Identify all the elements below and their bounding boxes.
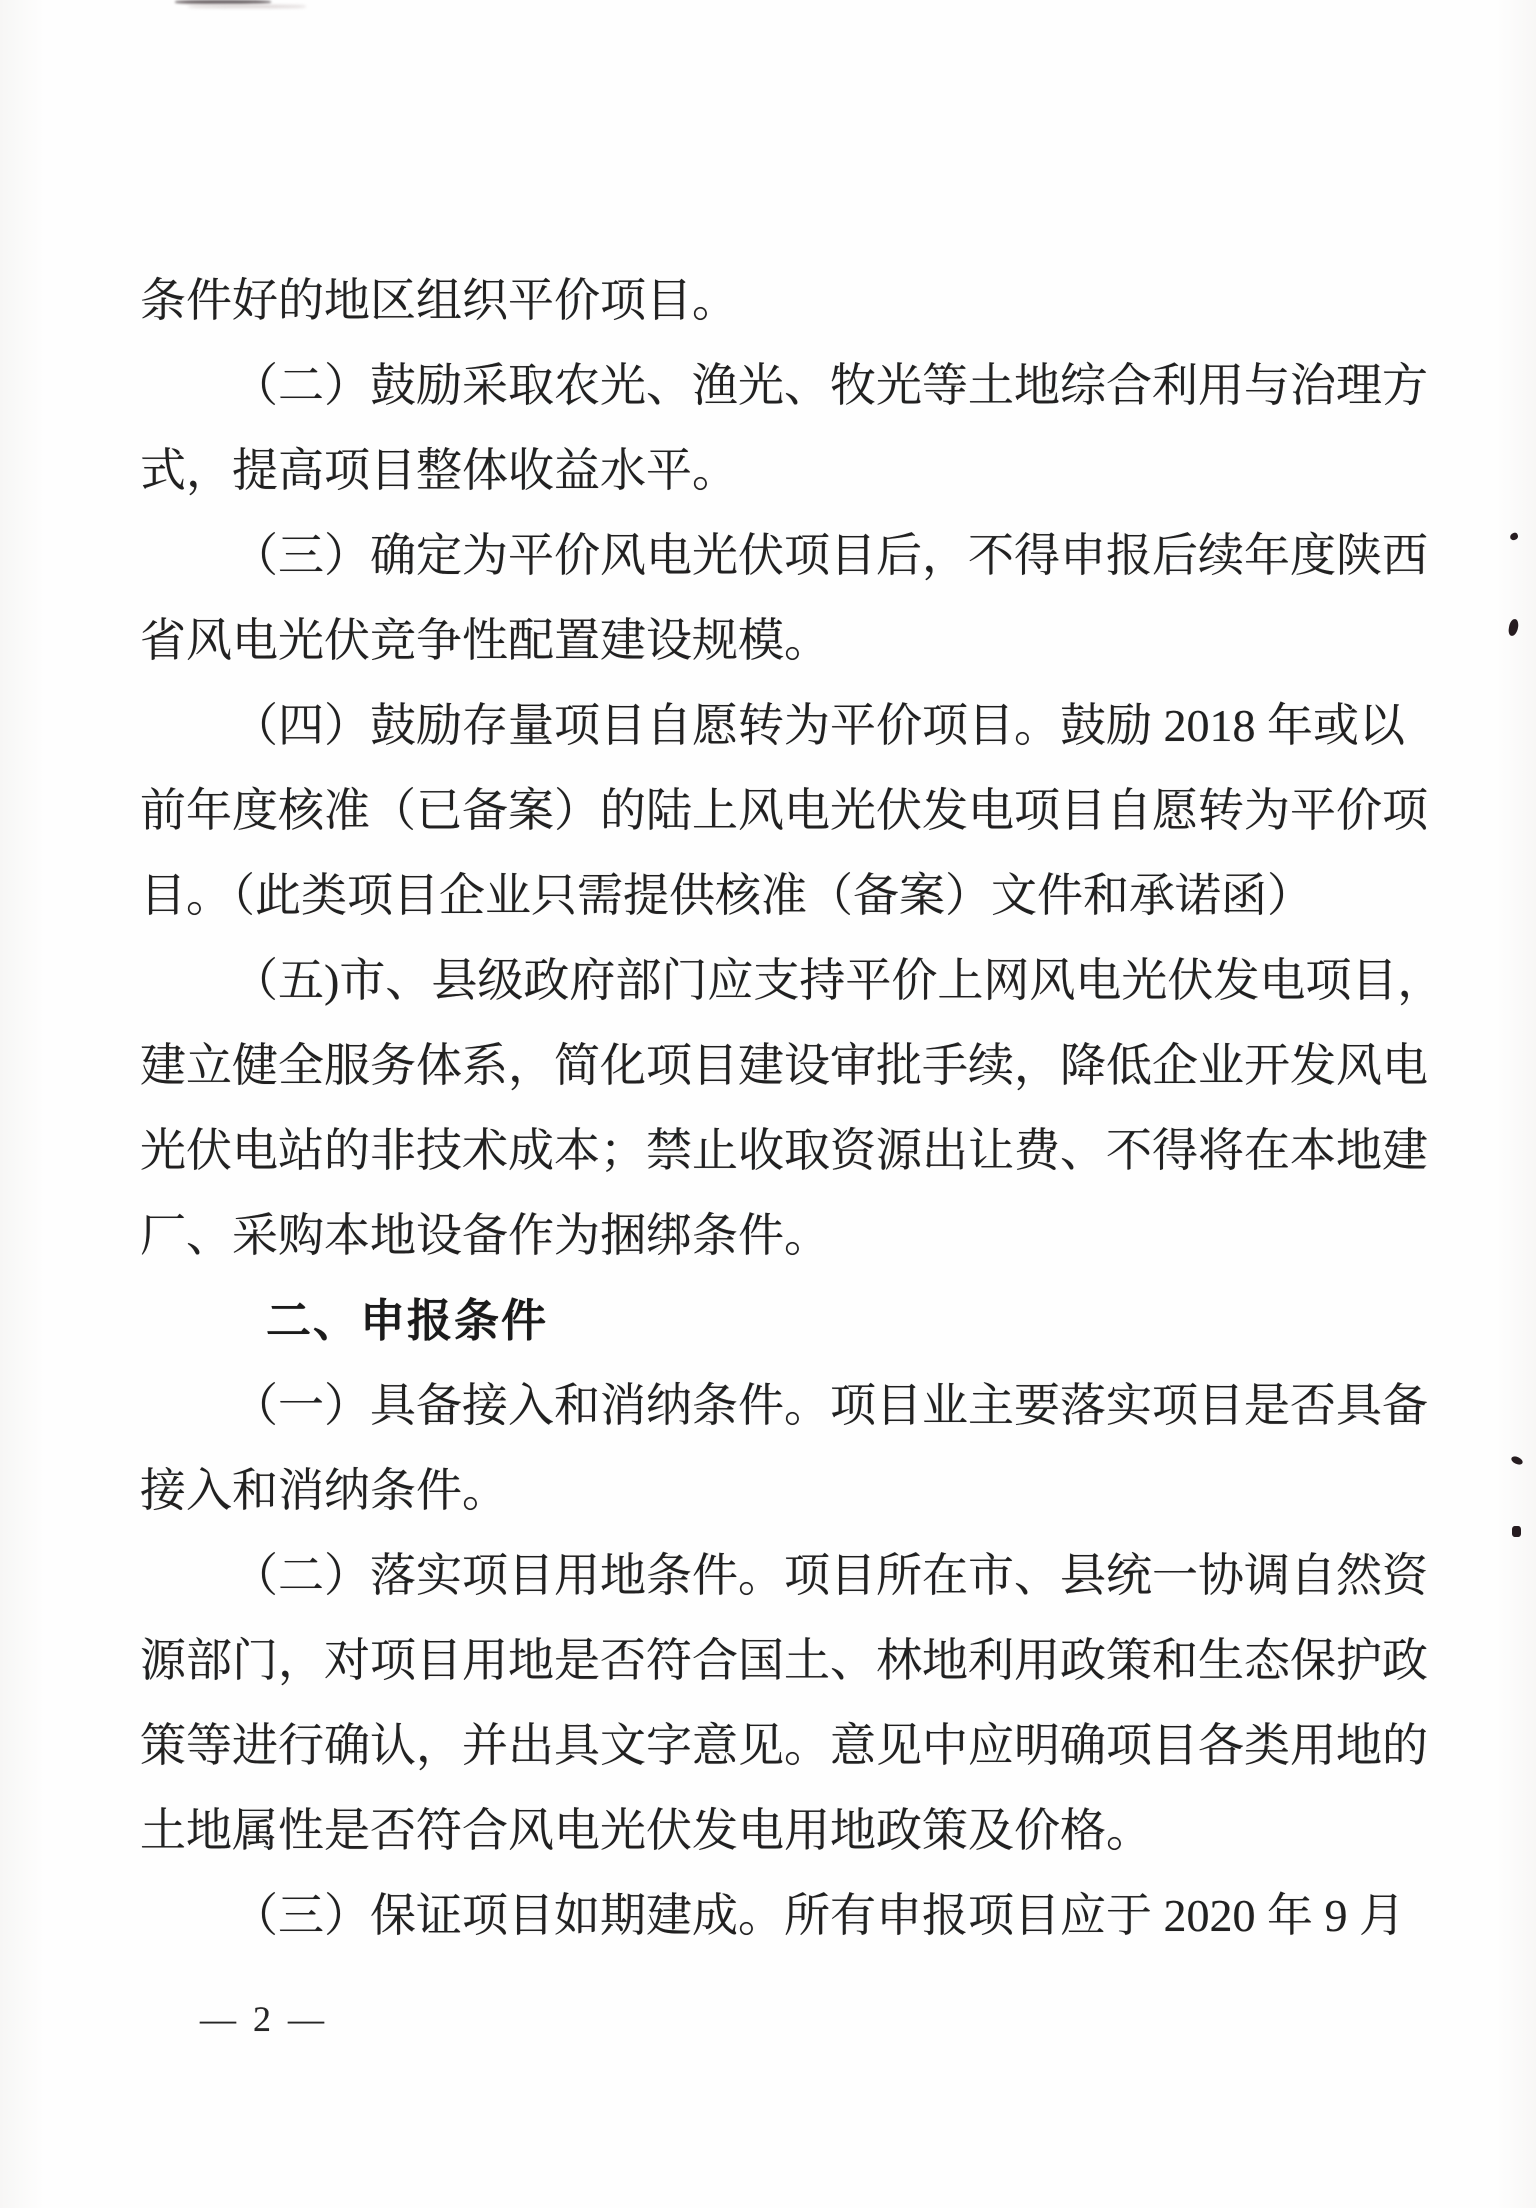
document-body [140,258,1444,1958]
text-line: （五)市、县级政府部门应支持平价上网风电光伏发电项目， [232,955,1444,1006]
scan-speck [1509,532,1519,541]
text-line: （三）保证项目如期建成。所有申报项目应于 2020 年 9 月 [232,1890,1405,1941]
text-line: 目。（此类项目企业只需提供核准（备案）文件和承诺函） [140,870,1313,921]
text-line: 厂、采购本地设备作为捆绑条件。 [140,1210,830,1261]
text-line: 建立健全服务体系，简化项目建设审批手续，降低企业开发风电 [140,1040,1428,1091]
text-line: （二）鼓励采取农光、渔光、牧光等土地综合利用与治理方 [232,360,1428,411]
text-line: 式，提高项目整体收益水平。 [140,445,738,496]
scan-speck [1510,1455,1524,1466]
text-line: （三）确定为平价风电光伏项目后，不得申报后续年度陕西 [232,530,1428,581]
text-line: （四）鼓励存量项目自愿转为平价项目。鼓励 2018 年或以 [232,700,1405,751]
text-line: 接入和消纳条件。 [140,1465,508,1516]
text-line: 土地属性是否符合风电光伏发电用地政策及价格。 [140,1805,1152,1856]
text-line: 条件好的地区组织平价项目。 [140,275,738,326]
text-line: 光伏电站的非技术成本；禁止收取资源出让费、不得将在本地建 [140,1125,1428,1176]
text-line: 前年度核准（已备案）的陆上风电光伏发电项目自愿转为平价项 [140,785,1428,836]
text-line: 省风电光伏竞争性配置建设规模。 [140,615,830,666]
scan-speck [1512,1526,1521,1537]
text-line: （二）落实项目用地条件。项目所在市、县统一协调自然资 [232,1550,1428,1601]
text-line: 策等进行确认，并出具文字意见。意见中应明确项目各类用地的 [140,1720,1428,1771]
section-heading: 二、申报条件 [266,1295,549,1346]
scan-speck [1508,618,1519,636]
text-line: 源部门，对项目用地是否符合国土、林地利用政策和生态保护政 [140,1635,1428,1686]
scan-smudge-light [188,5,306,8]
text-line: （一）具备接入和消纳条件。项目业主要落实项目是否具备 [232,1380,1428,1431]
page-number: — 2 — [200,1999,328,2039]
scan-smudge-dark [175,0,271,4]
